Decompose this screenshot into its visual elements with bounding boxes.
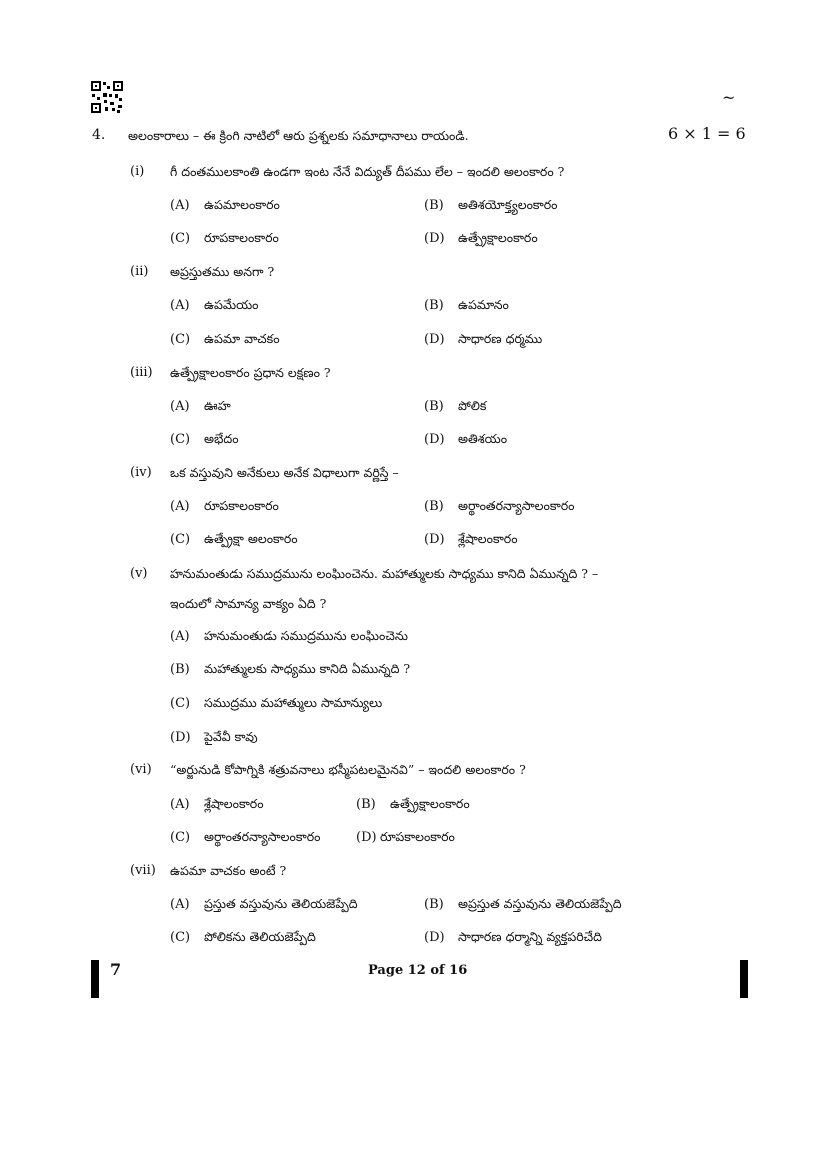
page-indicator: Page 12 of 16 (368, 963, 468, 978)
option-text: పోలికను తెలియజెప్పేది (204, 929, 316, 944)
option-d (424, 331, 542, 350)
subquestion-label: (ii) (130, 264, 149, 279)
option-text: అభేదం (204, 431, 239, 446)
option-d (424, 230, 538, 249)
option-label: (B) (170, 662, 190, 677)
option-label: (C) (170, 231, 191, 246)
option-a (170, 297, 259, 316)
option-d (424, 531, 518, 550)
option-text: సముద్రము మహాత్ములు సామాన్యులు (204, 695, 383, 710)
option-b (424, 498, 574, 517)
option-a (170, 197, 280, 216)
option-text: రూపకాలంకారం (204, 498, 279, 513)
subquestion-stem: “అర్జునుడి కోపాగ్నికి శత్రువనాలు భస్మీపటలమైనవి” – ఇందలి అలంకారం ? (170, 762, 526, 777)
option-label: (A) (170, 399, 190, 414)
subquestion-stem: ఉపమా వాచకం అంటే ? (170, 863, 287, 878)
option-c (170, 531, 298, 550)
option-d (424, 929, 602, 948)
subquestion-stem-continued: ఇందులో సామాన్య వాక్యం ఏది ? (170, 596, 327, 611)
qr-code-icon (90, 80, 124, 114)
option-label: (A) (170, 499, 190, 514)
option-c (170, 695, 382, 714)
footer-bar-left (91, 960, 99, 998)
footer-number: 7 (110, 960, 122, 979)
option-b (424, 297, 509, 316)
option-c (170, 431, 239, 450)
option-a (170, 896, 358, 915)
option-a (170, 498, 279, 517)
option-text: ఉపమా వాచకం (204, 331, 280, 346)
option-b (424, 896, 622, 915)
option-label: (C) (170, 332, 191, 347)
option-text: ఉపమేయం (204, 297, 259, 312)
option-label: (C) (170, 830, 191, 845)
subquestion-stem: అప్రస్తుతము అనగా ? (170, 264, 275, 279)
option-text: అర్థాంతరన్యాసాలంకారం (204, 829, 321, 844)
option-label: (B) (424, 399, 444, 414)
option-label: (A) (170, 797, 190, 812)
option-text: ఉపమానం (458, 297, 509, 312)
option-text: మహాత్ములకు సాధ్యము కానిది ఏమున్నది ? (204, 661, 411, 676)
corner-mark: ~ (722, 88, 736, 107)
option-text: అప్రస్తుత వస్తువును తెలియజెప్పేది (458, 896, 622, 911)
option-label: (B) (424, 298, 444, 313)
option-c (170, 331, 280, 350)
footer-bar-right (740, 960, 748, 998)
subquestion-label: (v) (130, 566, 148, 581)
option-label: (A) (170, 198, 190, 213)
option-label: (C) (170, 432, 191, 447)
option-text: అతిశయం (458, 431, 508, 446)
option-text: ఉపమాలంకారం (204, 197, 280, 212)
option-label: (B) (424, 499, 444, 514)
option-text: హనుమంతుడు సముద్రమును లంఘించెను (204, 628, 408, 643)
subquestion-stem: ఒక వస్తువుని అనేకులు అనేక విధాలుగా వర్ణిస్తే – (170, 465, 399, 480)
option-label: (C) (170, 930, 191, 945)
option-text: శ్లేషాలంకారం (204, 796, 264, 811)
option-a (170, 398, 231, 417)
option-label: (D) (170, 730, 191, 745)
subquestion-label: (vii) (130, 863, 156, 878)
option-label: (B) (424, 198, 444, 213)
subquestion-stem: ఉత్ప్రేక్షాలంకారం ప్రధాన లక్షణం ? (170, 365, 331, 380)
subquestion-label: (iv) (130, 465, 152, 480)
option-label: (A) (170, 298, 190, 313)
option-a (170, 796, 264, 815)
option-text: ప్రస్తుత వస్తువును తెలియజెప్పేది (204, 896, 358, 911)
marks-allocation: 6 × 1 = 6 (668, 124, 746, 143)
option-d (356, 829, 455, 848)
option-d (170, 729, 258, 748)
question-instruction: అలంకారాలు – ఈ క్రింగి నాటిలో ఆరు ప్రశ్నలకు సమాధానాలు రాయండి. (128, 128, 469, 143)
option-text: ఊహ (204, 398, 231, 413)
option-label: (D) (424, 231, 445, 246)
option-label: (B) (356, 797, 376, 812)
option-b (424, 398, 486, 417)
option-c (170, 929, 316, 948)
option-text: రూపకాలంకారం (380, 829, 455, 844)
option-label: (A) (170, 629, 190, 644)
option-d (424, 431, 507, 450)
option-text: రూపకాలంకారం (204, 230, 279, 245)
option-b (424, 197, 558, 216)
option-label: (C) (170, 532, 191, 547)
option-label: (D) (356, 830, 377, 845)
option-text: సాధారణ ధర్మాన్ని వ్యక్తపరిచేది (458, 929, 602, 944)
option-text: ఉత్ప్రేక్షా అలంకారం (204, 531, 298, 546)
subquestion-label: (iii) (130, 365, 153, 380)
option-label: (A) (170, 897, 190, 912)
option-text: ఉత్ప్రేక్షాలంకారం (458, 230, 538, 245)
option-c (170, 829, 320, 848)
option-b (170, 661, 410, 680)
option-label: (D) (424, 332, 445, 347)
option-text: పోలిక (458, 398, 487, 413)
option-text: అతిశయోక్త్యలంకారం (458, 197, 558, 212)
option-text: ఉత్ప్రేక్షాలంకారం (390, 796, 470, 811)
option-label: (B) (424, 897, 444, 912)
option-text: పైవేవీ కావు (204, 729, 258, 744)
option-label: (D) (424, 930, 445, 945)
option-b (356, 796, 470, 815)
subquestion-label: (i) (130, 164, 145, 179)
option-c (170, 230, 279, 249)
option-label: (D) (424, 432, 445, 447)
subquestion-label: (vi) (130, 762, 152, 777)
option-label: (D) (424, 532, 445, 547)
subquestion-stem: హనుమంతుడు సముద్రమును లంఘించెను. మహాత్ములకు సాధ్యము కానిది ఏమున్నది ? – (170, 566, 599, 581)
option-text: శ్లేషాలంకారం (458, 531, 518, 546)
option-text: అర్థాంతరన్యాసాలంకారం (458, 498, 575, 513)
option-label: (C) (170, 696, 191, 711)
subquestion-stem: గీ దంతములకాంతి ఉండగా ఇంట నేనే విద్యుత్ దీపము లేల – ఇందలి అలంకారం ? (170, 164, 565, 179)
option-a (170, 628, 408, 647)
option-text: సాధారణ ధర్మము (458, 331, 543, 346)
question-number: 4. (92, 127, 106, 143)
